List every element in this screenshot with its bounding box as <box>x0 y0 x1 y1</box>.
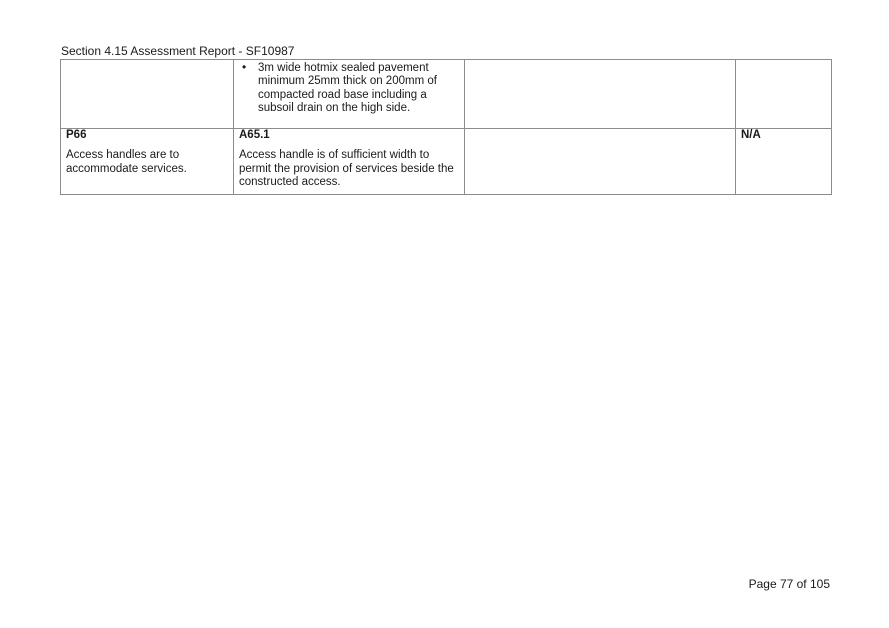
page-header: Section 4.15 Assessment Report - SF10987 <box>61 44 295 58</box>
assessment-table <box>60 59 832 195</box>
page-number: Page 77 of 105 <box>748 577 830 591</box>
table-cell-proposal <box>465 60 736 129</box>
list-item: • 3m wide hotmix sealed pavement minimum 25mm thick on 200mm of compacted road base including a subsoil drain on the high side. <box>258 60 459 115</box>
compliance-status: N/A <box>741 129 761 141</box>
table-cell-proposal <box>465 129 736 195</box>
table-cell-acceptable-solution <box>234 129 465 195</box>
criteria-text: Access handles are to accommodate services. <box>66 149 187 175</box>
table-cell-compliance <box>736 60 832 129</box>
criteria-code: P66 <box>66 129 87 141</box>
table-cell-compliance <box>736 129 832 195</box>
table-cell-acceptable-solution <box>234 60 465 129</box>
solution-code: A65.1 <box>239 129 270 141</box>
table-row <box>61 60 832 129</box>
table-cell-performance-criteria <box>61 129 234 195</box>
table-cell-performance-criteria <box>61 60 234 129</box>
solution-text: Access handle is of sufficient width to permit the provision of services beside the constructed access. <box>239 149 454 188</box>
bullet-list <box>239 60 459 115</box>
table-row <box>61 129 832 195</box>
